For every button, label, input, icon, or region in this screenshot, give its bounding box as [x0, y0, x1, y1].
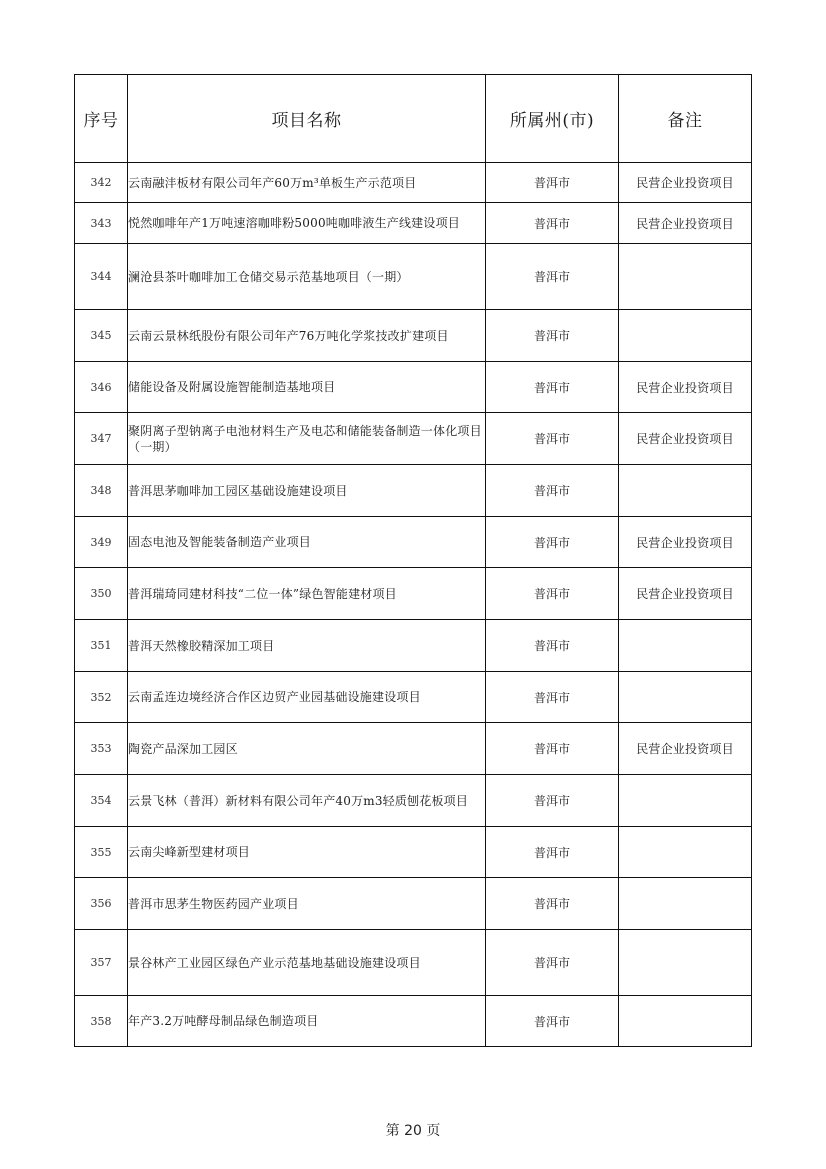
prefecture-city-cell: 普洱市 — [486, 568, 619, 620]
table-row — [75, 672, 752, 723]
prefecture-city-cell: 普洱市 — [486, 996, 619, 1047]
project-name-cell: 云南孟连边境经济合作区边贸产业园基础设施建设项目 — [128, 672, 486, 723]
remarks-cell: 民营企业投资项目 — [619, 723, 752, 775]
prefecture-city-cell: 普洱市 — [486, 775, 619, 827]
serial-number-cell: 356 — [75, 878, 128, 930]
table-row — [75, 568, 752, 620]
table-row — [75, 878, 752, 930]
prefecture-city-cell: 普洱市 — [486, 930, 619, 996]
table-row — [75, 163, 752, 203]
prefecture-city-cell: 普洱市 — [486, 362, 619, 413]
prefecture-city-cell: 普洱市 — [486, 723, 619, 775]
project-name-cell: 普洱天然橡胶精深加工项目 — [128, 620, 486, 672]
project-name-cell: 年产3.2万吨酵母制品绿色制造项目 — [128, 996, 486, 1047]
serial-number-cell: 347 — [75, 413, 128, 465]
serial-number-cell: 345 — [75, 310, 128, 362]
serial-number-cell: 349 — [75, 517, 128, 568]
prefecture-city-cell: 普洱市 — [486, 620, 619, 672]
serial-number-cell: 354 — [75, 775, 128, 827]
header-remarks: 备注 — [619, 75, 752, 163]
header-serial-number: 序号 — [75, 75, 128, 163]
table-row — [75, 203, 752, 244]
table-row — [75, 996, 752, 1047]
serial-number-cell: 346 — [75, 362, 128, 413]
project-name-cell: 澜沧县茶叶咖啡加工仓储交易示范基地项目（一期） — [128, 244, 486, 310]
table-body — [75, 163, 752, 1047]
remarks-cell: 民营企业投资项目 — [619, 362, 752, 413]
table-row — [75, 362, 752, 413]
table-row — [75, 517, 752, 568]
serial-number-cell: 357 — [75, 930, 128, 996]
prefecture-city-cell: 普洱市 — [486, 672, 619, 723]
prefecture-city-cell: 普洱市 — [486, 878, 619, 930]
remarks-cell — [619, 996, 752, 1047]
serial-number-cell: 343 — [75, 203, 128, 244]
prefecture-city-cell: 普洱市 — [486, 244, 619, 310]
remarks-cell — [619, 827, 752, 878]
header-project-name: 项目名称 — [128, 75, 486, 163]
project-name-cell: 悦然咖啡年产1万吨速溶咖啡粉5000吨咖啡液生产线建设项目 — [128, 203, 486, 244]
project-name-cell: 聚阴离子型钠离子电池材料生产及电芯和储能装备制造一体化项目（一期） — [128, 413, 486, 465]
remarks-cell: 民营企业投资项目 — [619, 517, 752, 568]
prefecture-city-cell: 普洱市 — [486, 517, 619, 568]
serial-number-cell: 355 — [75, 827, 128, 878]
table-row — [75, 620, 752, 672]
prefecture-city-cell: 普洱市 — [486, 203, 619, 244]
remarks-cell — [619, 620, 752, 672]
serial-number-cell: 352 — [75, 672, 128, 723]
project-list-table — [74, 74, 752, 1047]
remarks-cell: 民营企业投资项目 — [619, 568, 752, 620]
serial-number-cell: 353 — [75, 723, 128, 775]
prefecture-city-cell: 普洱市 — [486, 465, 619, 517]
remarks-cell: 民营企业投资项目 — [619, 163, 752, 203]
table-row — [75, 930, 752, 996]
project-name-cell: 储能设备及附属设施智能制造基地项目 — [128, 362, 486, 413]
table-row — [75, 413, 752, 465]
project-name-cell: 云南尖峰新型建材项目 — [128, 827, 486, 878]
page-number: 第 20 页 — [385, 1123, 441, 1139]
project-name-cell: 云景飞林（普洱）新材料有限公司年产40万m3轻质刨花板项目 — [128, 775, 486, 827]
remarks-cell — [619, 930, 752, 996]
serial-number-cell: 348 — [75, 465, 128, 517]
serial-number-cell: 350 — [75, 568, 128, 620]
table-row — [75, 723, 752, 775]
remarks-cell — [619, 878, 752, 930]
prefecture-city-cell: 普洱市 — [486, 827, 619, 878]
remarks-cell — [619, 672, 752, 723]
remarks-cell — [619, 310, 752, 362]
project-name-cell: 云南融沣板材有限公司年产60万m³单板生产示范项目 — [128, 163, 486, 203]
remarks-cell — [619, 244, 752, 310]
remarks-cell: 民营企业投资项目 — [619, 413, 752, 465]
header-prefecture-city: 所属州(市) — [486, 75, 619, 163]
prefecture-city-cell: 普洱市 — [486, 163, 619, 203]
prefecture-city-cell: 普洱市 — [486, 413, 619, 465]
table-row — [75, 827, 752, 878]
project-name-cell: 固态电池及智能装备制造产业项目 — [128, 517, 486, 568]
serial-number-cell: 351 — [75, 620, 128, 672]
remarks-cell — [619, 775, 752, 827]
table-row — [75, 244, 752, 310]
project-name-cell: 云南云景林纸股份有限公司年产76万吨化学浆技改扩建项目 — [128, 310, 486, 362]
project-name-cell: 普洱思茅咖啡加工园区基础设施建设项目 — [128, 465, 486, 517]
serial-number-cell: 358 — [75, 996, 128, 1047]
project-name-cell: 陶瓷产品深加工园区 — [128, 723, 486, 775]
prefecture-city-cell: 普洱市 — [486, 310, 619, 362]
remarks-cell — [619, 465, 752, 517]
serial-number-cell: 342 — [75, 163, 128, 203]
table-row — [75, 310, 752, 362]
project-name-cell: 景谷林产工业园区绿色产业示范基地基础设施建设项目 — [128, 930, 486, 996]
project-name-cell: 普洱市思茅生物医药园产业项目 — [128, 878, 486, 930]
serial-number-cell: 344 — [75, 244, 128, 310]
table-row — [75, 775, 752, 827]
table-row — [75, 465, 752, 517]
remarks-cell: 民营企业投资项目 — [619, 203, 752, 244]
table-header-row — [75, 75, 752, 163]
project-name-cell: 普洱瑞琦同建材科技“二位一体”绿色智能建材项目 — [128, 568, 486, 620]
